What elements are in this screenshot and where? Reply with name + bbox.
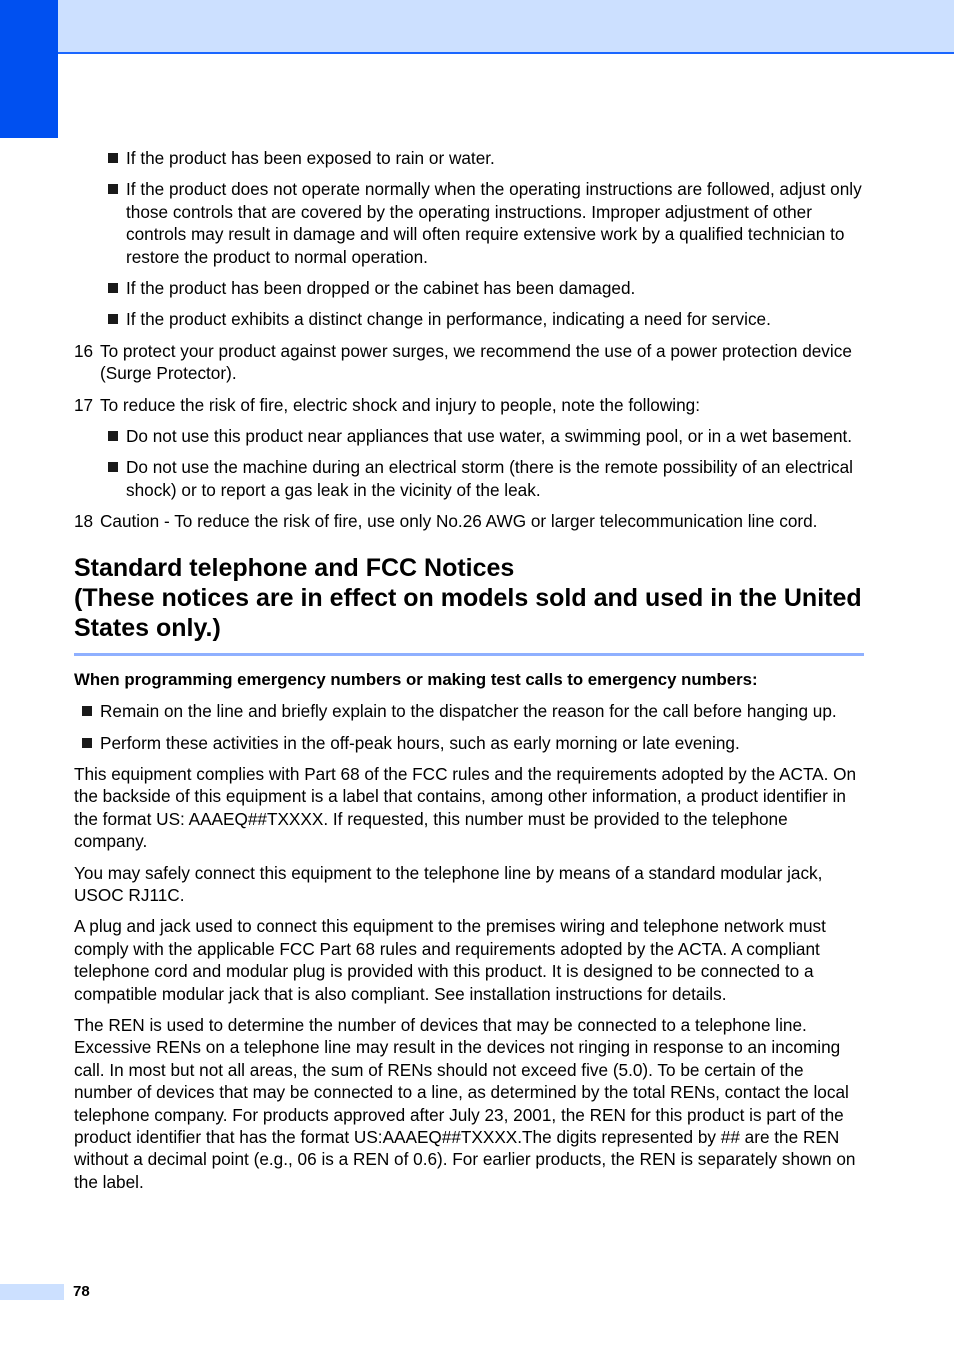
list-item bbox=[74, 700, 864, 722]
square-bullet-icon bbox=[108, 314, 118, 324]
list-item bbox=[74, 425, 864, 447]
list-item-text: If the product does not operate normally when the operating instructions are followed, adjust only those controls that are covered by the operating instructions. Improper adjustment of other controls may result in damage and will often require extensive work by a qualified technician to restore the product to normal operation. bbox=[126, 179, 862, 267]
section-title-line2: (These notices are in effect on models sold and used in the United States only.) bbox=[74, 583, 862, 642]
page-number: 78 bbox=[73, 1283, 90, 1300]
list-item-text: Do not use this product near appliances that use water, a swimming pool, or in a wet basement. bbox=[126, 426, 853, 447]
list-item bbox=[74, 178, 864, 268]
list-item-text: To protect your product against power surges, we recommend the use of a power protection device (Surge Protector). bbox=[100, 340, 852, 384]
footer-bar bbox=[0, 1284, 64, 1300]
list-item-text: Perform these activities in the off-peak hours, such as early morning or late evening. bbox=[100, 732, 740, 753]
item-number: 17 bbox=[74, 394, 94, 415]
square-bullet-icon bbox=[108, 153, 118, 163]
numbered-item bbox=[74, 510, 864, 532]
page-content bbox=[74, 147, 864, 1202]
header-band bbox=[57, 0, 954, 54]
section-subheading: When programming emergency numbers or making test calls to emergency numbers: bbox=[74, 669, 758, 689]
item-number: 18 bbox=[74, 511, 94, 532]
square-bullet-icon bbox=[108, 431, 118, 441]
list-item bbox=[74, 456, 864, 501]
list-item-text: Do not use the machine during an electrical storm (there is the remote possibility of an electrical shock) or to report a gas leak in the vicinity of the leak. bbox=[126, 457, 853, 500]
list-item bbox=[74, 147, 864, 169]
section-title-line1: Standard telephone and FCC Notices bbox=[74, 553, 515, 582]
square-bullet-icon bbox=[108, 462, 118, 472]
list-item bbox=[74, 308, 864, 330]
numbered-item bbox=[74, 340, 864, 385]
list-item-text: Caution - To reduce the risk of fire, use only No.26 AWG or larger telecommunication line cord. bbox=[100, 511, 818, 532]
paragraph: A plug and jack used to connect this equipment to the premises wiring and telephone network must comply with the applicable FCC Part 68 rules and requirements adopted by the ACTA. A compliant telephone cord and modular plug is provided with this product. It is designed to be connected to a compatible modular jack that is also compliant. See installation instructions for details. bbox=[74, 916, 826, 1004]
list-item bbox=[74, 277, 864, 299]
list-item-text: Remain on the line and briefly explain to the dispatcher the reason for the call before hanging up. bbox=[100, 701, 837, 722]
numbered-item bbox=[74, 394, 864, 416]
list-item-text: If the product has been exposed to rain or water. bbox=[126, 148, 495, 168]
square-bullet-icon bbox=[108, 184, 118, 194]
square-bullet-icon bbox=[82, 706, 92, 716]
item-number: 16 bbox=[74, 340, 94, 361]
list-item bbox=[74, 732, 864, 754]
chapter-side-tab bbox=[0, 0, 58, 138]
list-item-text: If the product exhibits a distinct change in performance, indicating a need for service. bbox=[126, 309, 771, 330]
paragraph: The REN is used to determine the number of devices that may be connected to a telephone line. Excessive RENs on a telephone line may result in the devices not ringing in response to an incoming call. In most but not all areas, the sum of RENs should not exceed five (5.0). To be certain of the number of devices that may be connected to a line, as determined by the total RENs, contact the local telephone company. For products approved after July 23, 2001, the REN for this product is part of the product identifier that has the format US:AAAEQ##TXXXX.The digits represented by ## are the REN without a decimal point (e.g., 06 is a REN of 0.6). For earlier products, the REN is separately shown on the label. bbox=[74, 1014, 856, 1192]
square-bullet-icon bbox=[108, 283, 118, 293]
list-item-text: If the product has been dropped or the cabinet has been damaged. bbox=[126, 278, 636, 299]
square-bullet-icon bbox=[82, 738, 92, 748]
paragraph: This equipment complies with Part 68 of the FCC rules and the requirements adopted by the ACTA. On the backside of this equipment is a label that contains, among other information, a product identifier in the format US: AAAEQ##TXXXX. If requested, this number must be provided to the telephone company. bbox=[74, 763, 857, 852]
section-heading bbox=[74, 553, 864, 656]
list-item-text: To reduce the risk of fire, electric shock and injury to people, note the following: bbox=[100, 394, 700, 415]
paragraph: You may safely connect this equipment to the telephone line by means of a standard modular jack, USOC RJ11C. bbox=[74, 862, 823, 905]
